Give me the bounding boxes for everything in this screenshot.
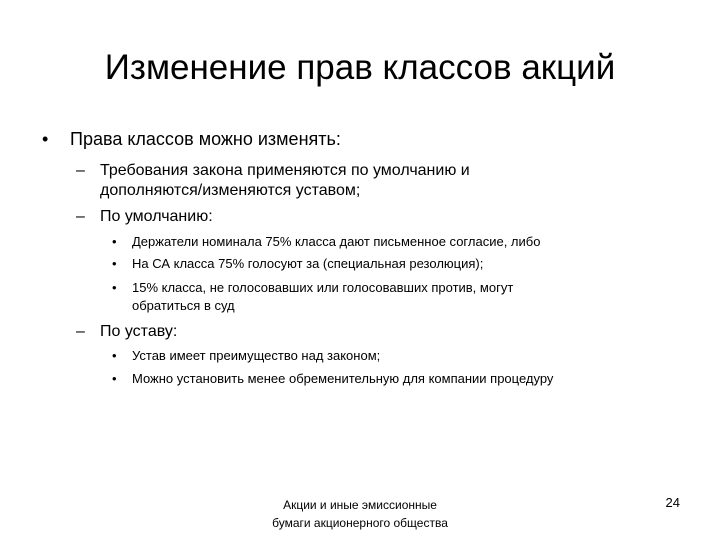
bullet-marker: • xyxy=(112,234,117,249)
dash-marker: – xyxy=(76,162,85,179)
sub-bullet-text: По умолчанию: xyxy=(100,208,213,225)
sub-sub-bullet-text: Устав имеет преимущество над законом; xyxy=(132,348,381,363)
dash-marker: – xyxy=(76,208,85,225)
bullet-marker: • xyxy=(112,371,117,386)
bullet-marker: • xyxy=(42,129,49,149)
sub-sub-bullet-text: Можно установить менее обременительную для компании процедуру xyxy=(132,371,554,386)
bullet-marker: • xyxy=(112,280,117,295)
bullet-text: Права классов можно изменять: xyxy=(70,129,341,149)
sub-sub-bullet-text-line2: обратиться в суд xyxy=(132,298,235,313)
footer-line2: бумаги акционерного общества xyxy=(272,516,448,530)
sub-bullet-text: По уставу: xyxy=(100,323,178,340)
sub-sub-bullet-text: На СА класса 75% голосуют за (специальная резолюция); xyxy=(132,256,484,271)
slide-footer xyxy=(230,496,490,532)
bullet-marker: • xyxy=(112,256,117,271)
dash-marker: – xyxy=(76,323,85,340)
sub-sub-bullet-text-line1: 15% класса, не голосовавших или голосовавших против, могут xyxy=(132,280,514,295)
sub-sub-bullet-text: Держатели номинала 75% класса дают письменное согласие, либо xyxy=(132,234,541,249)
sub-bullet-text-line2: дополняются/изменяются уставом; xyxy=(100,182,361,199)
page-number: 24 xyxy=(665,495,680,510)
sub-bullet-text-line1: Требования закона применяются по умолчанию и xyxy=(100,162,470,179)
bullet-marker: • xyxy=(112,348,117,363)
slide-title: Изменение прав классов акций xyxy=(104,48,616,87)
footer-line1: Акции и иные эмиссионные xyxy=(283,498,437,512)
